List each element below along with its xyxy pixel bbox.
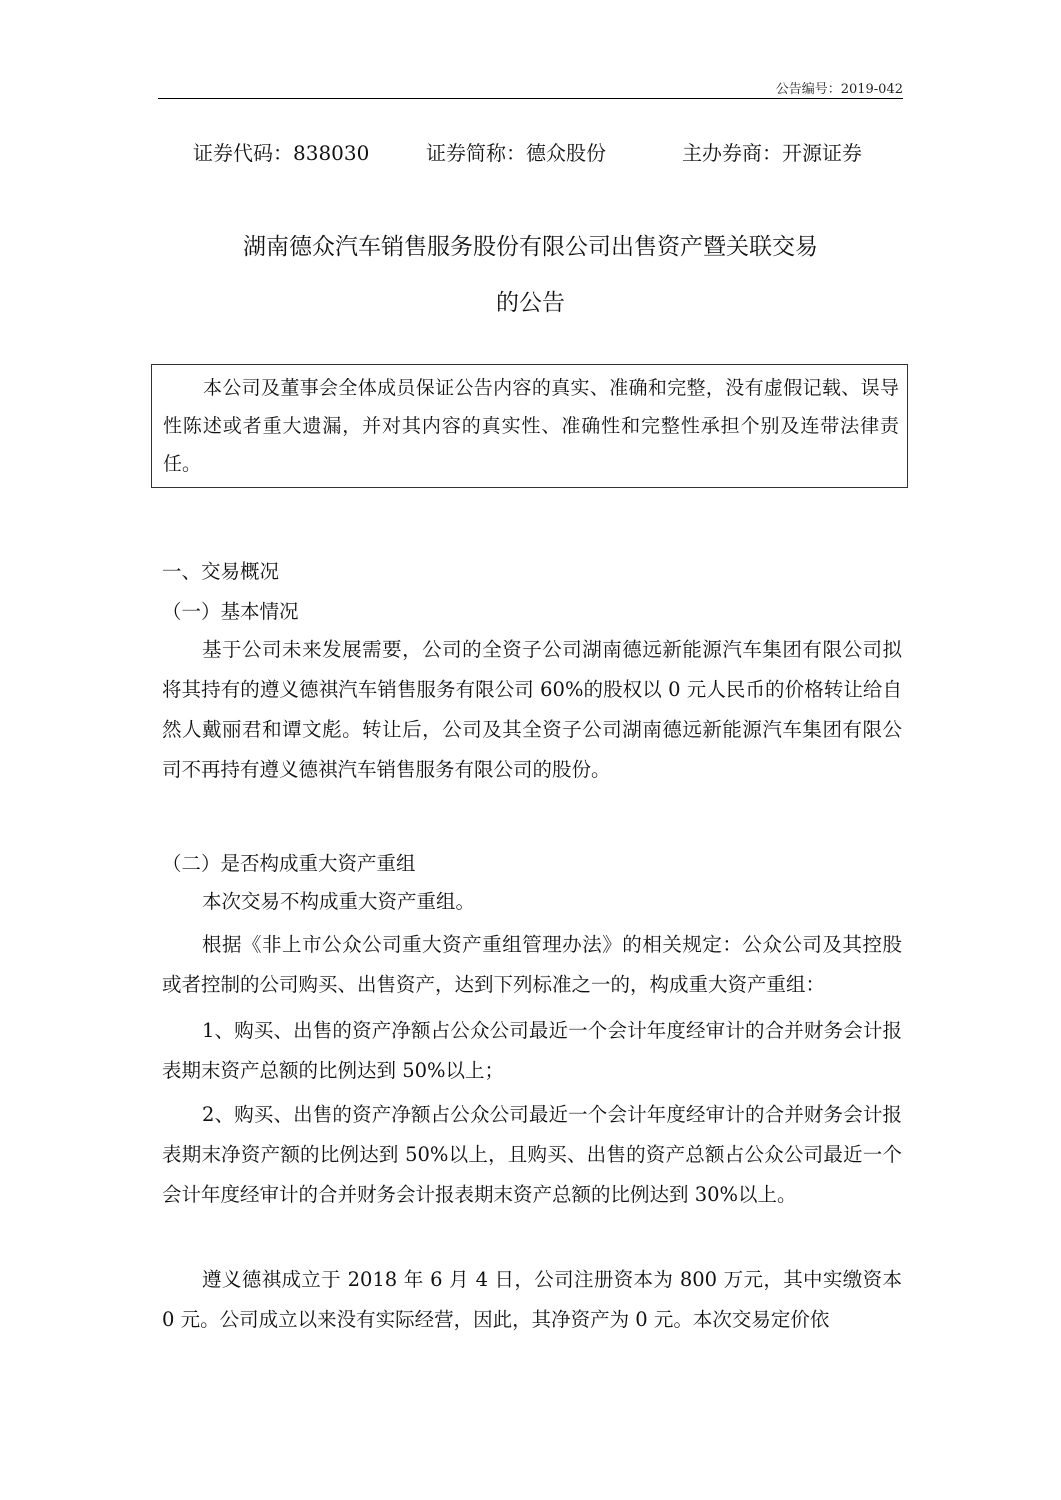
announcement-title-line1: 湖南德众汽车销售服务股份有限公司出售资产暨关联交易 [243, 234, 818, 260]
board-statement-box [151, 364, 908, 488]
subsection-heading-major-restructuring: （二）是否构成重大资产重组 [162, 852, 416, 875]
subsection-heading-basic-info: （一）基本情况 [162, 600, 299, 623]
restructuring-conclusion-paragraph: 本次交易不构成重大资产重组。 [202, 890, 476, 913]
announcement-number: 公告编号：2019-042 [775, 82, 903, 97]
criterion-2-paragraph: 2、购买、出售的资产净额占公众公司最近一个会计年度经审计的合并财务会计报表期末净资产额的比例达到 50%以上，且购买、出售的资产总额占公众公司最近一个会计年度经审计的合并财务会计报表期末资产总额的比例达到 30%以上。 [162, 1103, 902, 1206]
sponsor-broker: 主办券商：开源证券 [682, 141, 862, 165]
securities-short-name: 证券简称：德众股份 [426, 141, 606, 165]
criterion-1-paragraph: 1、购买、出售的资产净额占公众公司最近一个会计年度经审计的合并财务会计报表期末资产总额的比例达到 50%以上； [162, 1019, 902, 1082]
board-statement-text: 本公司及董事会全体成员保证公告内容的真实、准确和完整，没有虚假记载、误导性陈述或者重大遗漏，并对其内容的真实性、准确性和完整性承担个别及连带法律责任。 [163, 377, 899, 475]
basic-info-paragraph: 基于公司未来发展需要，公司的全资子公司湖南德远新能源汽车集团有限公司拟将其持有的遵义德祺汽车销售服务有限公司 60%的股权以 0 元人民币的价格转让给自然人戴丽君和谭文彪。转让后，公司及其全资子公司湖南德远新能源汽车集团有限公司不再持有遵义德祺汽车销售服务有限公司的股份。 [162, 638, 902, 781]
announcement-title-line2: 的公告 [496, 290, 565, 316]
regulation-paragraph: 根据《非上市公众公司重大资产重组管理办法》的相关规定：公众公司及其控股或者控制的公司购买、出售资产，达到下列标准之一的，构成重大资产重组： [162, 933, 902, 996]
section-heading-transaction-overview: 一、交易概况 [162, 560, 280, 583]
zunyi-deqi-paragraph: 遵义德祺成立于 2018 年 6 月 4 日，公司注册资本为 800 万元，其中实缴资本 0 元。公司成立以来没有实际经营，因此，其净资产为 0 元。本次交易定价依 [162, 1268, 902, 1331]
securities-code: 证券代码：838030 [193, 141, 370, 165]
header-rule [158, 98, 903, 99]
